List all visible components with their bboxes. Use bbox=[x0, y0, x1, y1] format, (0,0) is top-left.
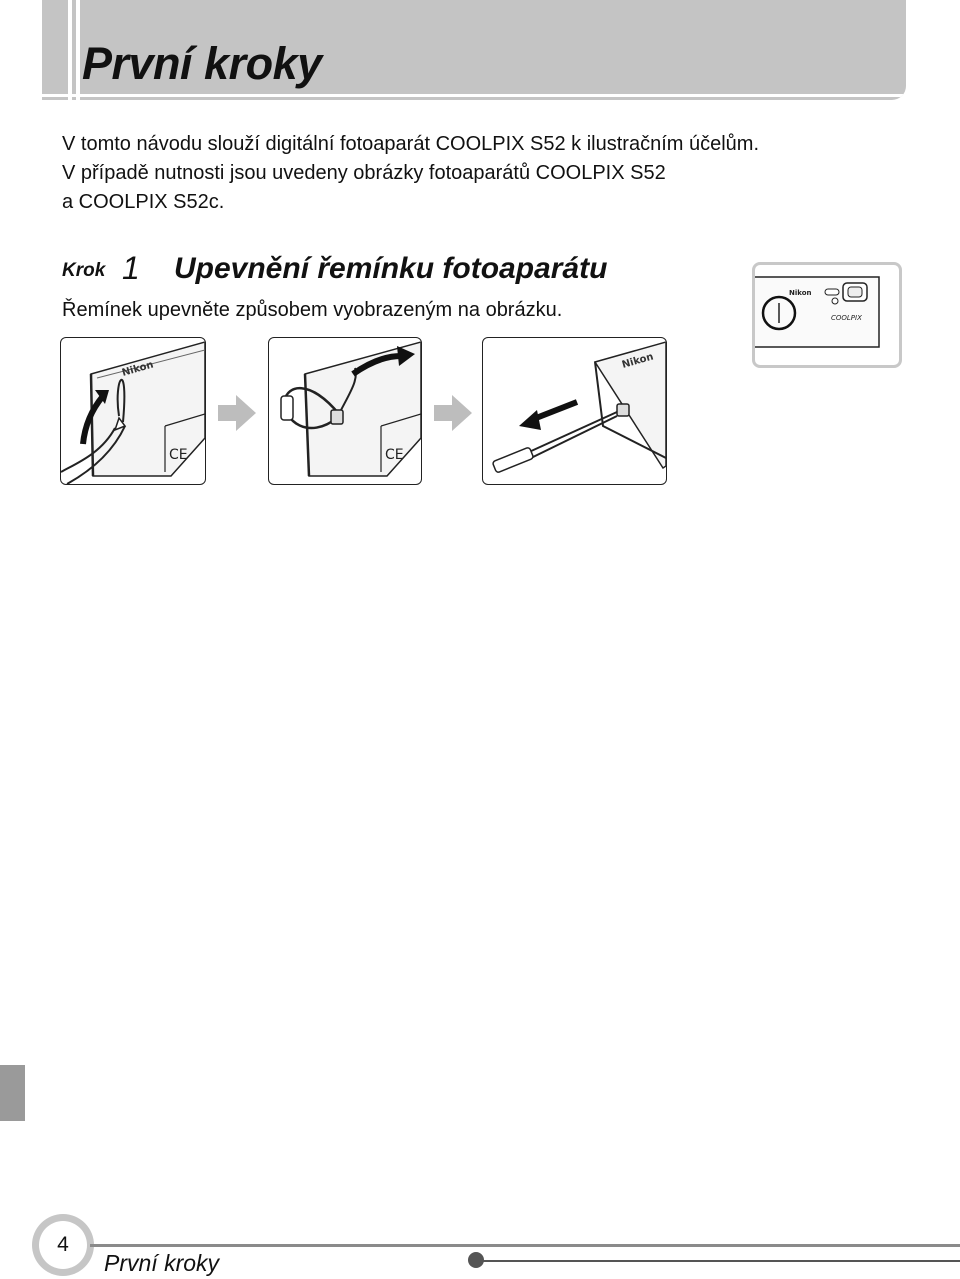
footer-dot-icon bbox=[468, 1252, 484, 1268]
brand-mark: Nikon bbox=[120, 359, 155, 379]
brand-mark: Nikon bbox=[620, 351, 655, 371]
intro-line: a COOLPIX S52c. bbox=[62, 191, 225, 213]
camera-illustration bbox=[61, 338, 205, 484]
intro-paragraph bbox=[62, 130, 912, 217]
camera-front-illustration bbox=[755, 265, 899, 365]
strap-step-3-illustration bbox=[482, 337, 667, 485]
header-stripe bbox=[68, 0, 72, 100]
intro-line: V případě nutnosti jsou uvedeny obrázky fotoaparátů COOLPIX S52 bbox=[62, 162, 666, 184]
step-number: 1 bbox=[122, 250, 140, 286]
page-number: 4 bbox=[39, 1221, 87, 1269]
strap-step-2-illustration bbox=[268, 337, 422, 485]
step-label: Krok bbox=[62, 260, 106, 281]
step-title: Upevnění řemínku fotoaparátu bbox=[174, 252, 608, 285]
step-description: Řemínek upevněte způsobem vyobrazeným na obrázku. bbox=[62, 299, 563, 321]
footer-section-title: První kroky bbox=[104, 1250, 220, 1276]
ce-mark: CE bbox=[385, 447, 404, 463]
footer-divider-thin bbox=[478, 1260, 960, 1262]
ce-mark: CE bbox=[169, 447, 188, 463]
camera-illustration bbox=[269, 338, 421, 484]
header-stripe bbox=[76, 0, 80, 100]
camera-front-thumbnail bbox=[752, 262, 902, 368]
footer-divider bbox=[90, 1244, 960, 1247]
model-mark: COOLPIX bbox=[831, 314, 862, 322]
page-title: První kroky bbox=[82, 38, 322, 89]
side-tab bbox=[0, 1065, 25, 1121]
right-arrow-icon bbox=[218, 395, 256, 431]
right-arrow-icon bbox=[434, 395, 472, 431]
strap-step-1-illustration bbox=[60, 337, 206, 485]
camera-illustration bbox=[483, 338, 666, 484]
brand-mark: Nikon bbox=[789, 289, 812, 297]
header-line bbox=[42, 94, 906, 97]
intro-line: V tomto návodu slouží digitální fotoaparát COOLPIX S52 k ilustračním účelům. bbox=[62, 133, 760, 155]
